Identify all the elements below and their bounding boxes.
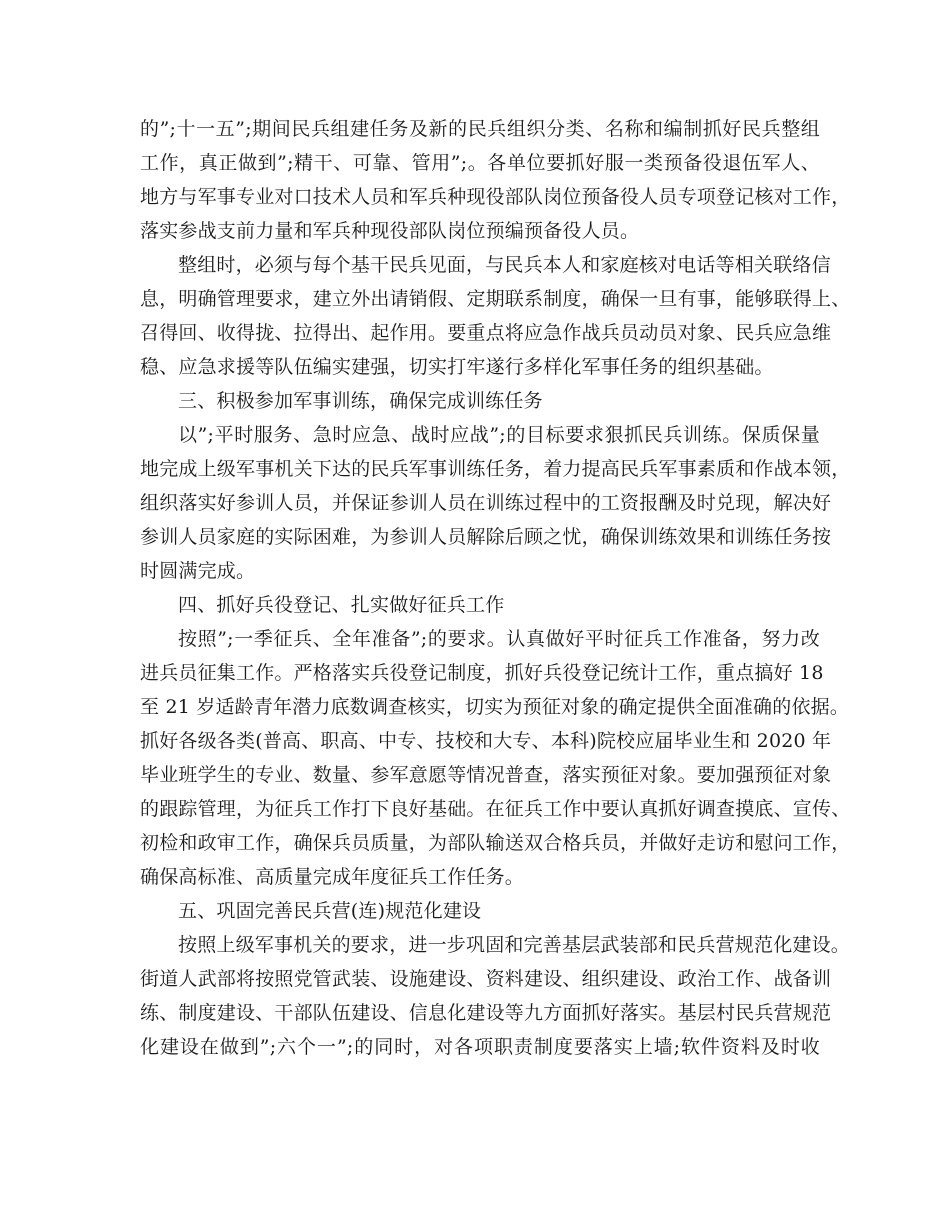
- body-text-line: 稳、应急求援等队伍编实建强，切实打牢遂行多样化军事任务的组织基础。: [140, 356, 774, 378]
- body-text-line: 地方与军事专业对口技术人员和军兵种现役部队岗位预备役人员专项登记核对工作，: [140, 186, 851, 208]
- section-heading: 三、积极参加军事训练，确保完成训练任务: [178, 390, 543, 412]
- body-text-line: 时圆满完成。: [140, 560, 256, 582]
- body-text-line: 召得回、收得拢、拉得出、起作用。要重点将应急作战兵员动员对象、民兵应急维: [140, 322, 832, 344]
- paragraph-first-line: 按照上级军事机关的要求，进一步巩固和完善基层武装部和民兵营规范化建设。: [178, 934, 851, 956]
- body-text-line: 街道人武部将按照党管武装、设施建设、资料建设、组织建设、政治工作、战备训: [140, 968, 832, 990]
- body-text-line: 初检和政审工作，确保兵员质量，为部队输送双合格兵员，并做好走访和慰问工作，: [140, 832, 851, 854]
- body-text-line: 毕业班学生的专业、数量、参军意愿等情况普查，落实预征对象。要加强预征对象: [140, 764, 832, 786]
- body-text-line: 息，明确管理要求，建立外出请销假、定期联系制度，确保一旦有事，能够联得上、: [140, 288, 851, 310]
- body-text-line: 组织落实好参训人员，并保证参训人员在训练过程中的工资报酬及时兑现，解决好: [140, 492, 832, 514]
- body-text-line: 进兵员征集工作。严格落实兵役登记制度，抓好兵役登记统计工作，重点搞好 18: [140, 662, 824, 684]
- body-text-line: 地完成上级军事机关下达的民兵军事训练任务，着力提高民兵军事素质和作战本领，: [140, 458, 851, 480]
- body-text-line: 工作，真正做到”;精干、可靠、管用”;。各单位要抓好服一类预备役退伍军人、: [140, 152, 820, 174]
- section-heading: 五、巩固完善民兵营(连)规范化建设: [178, 900, 482, 922]
- body-text-line: 落实参战支前力量和军兵种现役部队岗位预编预备役人员。: [140, 220, 640, 242]
- body-text-line: 至 21 岁适龄青年潜力底数调查核实，切实为预征对象的确定提供全面准确的依据。: [140, 696, 850, 718]
- body-text-line: 的跟踪管理，为征兵工作打下良好基础。在征兵工作中要认真抓好调查摸底、宣传、: [140, 798, 851, 820]
- paragraph-first-line: 按照”;一季征兵、全年准备”;的要求。认真做好平时征兵工作准备，努力改: [178, 628, 820, 650]
- body-text-line: 确保高标准、高质量完成年度征兵工作任务。: [140, 866, 525, 888]
- document-page: [140, 112, 851, 1064]
- body-text-line: 参训人员家庭的实际困难，为参训人员解除后顾之忧，确保训练效果和训练任务按: [140, 526, 832, 548]
- body-text-line: 的”;十一五”;期间民兵组建任务及新的民兵组织分类、名称和编制抓好民兵整组: [140, 118, 820, 140]
- body-text-line: 抓好各级各类(普高、职高、中专、技校和大专、本科)院校应届毕业生和 2020 年: [140, 730, 832, 752]
- section-heading: 四、抓好兵役登记、扎实做好征兵工作: [178, 594, 505, 616]
- body-text-line: 练、制度建设、干部队伍建设、信息化建设等九方面抓好落实。基层村民兵营规范: [140, 1002, 832, 1024]
- body-text-line: 化建设在做到”;六个一”;的同时，对各项职责制度要落实上墙;软件资料及时收: [140, 1036, 820, 1058]
- paragraph-first-line: 以”;平时服务、急时应急、战时应战”;的目标要求狠抓民兵训练。保质保量: [178, 424, 820, 446]
- paragraph-first-line: 整组时，必须与每个基干民兵见面，与民兵本人和家庭核对电话等相关联络信: [178, 254, 831, 276]
